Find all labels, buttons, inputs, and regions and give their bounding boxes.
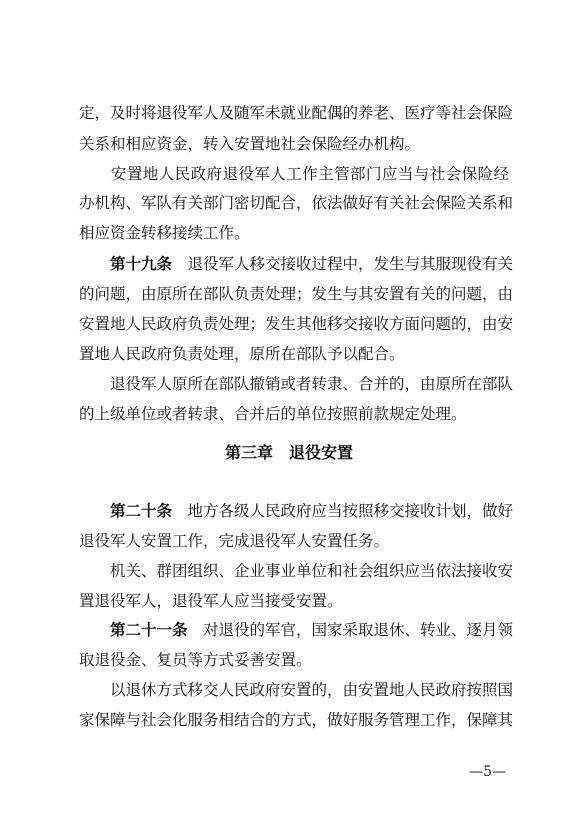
line-text: 取退役金、复员等方式妥善安置。 — [79, 651, 312, 669]
line-text: 对退役的军官，国家采取退休、转业、逐月领 — [187, 621, 514, 639]
line-text: 的上级单位或者转隶、合并后的单位按照前款规定处理。 — [79, 405, 467, 423]
line-text: 置地人民政府负责处理，原所在部队予以配合。 — [79, 345, 405, 363]
text-line — [79, 531, 509, 551]
line-text: 退役军人移交接收过程中，发生与其服现役有关 — [172, 255, 514, 273]
line-text: 安置地人民政府退役军人工作主管部门应当与社会保险经 — [79, 165, 509, 183]
text-line — [79, 314, 514, 334]
article-number: 第二十条 — [79, 502, 173, 520]
text-line — [79, 134, 509, 154]
text-line — [79, 103, 514, 123]
line-text: 机关、群团组织、企业事业单位和社会组织应当依法接收安 — [79, 562, 514, 580]
text-line — [79, 650, 509, 670]
line-text: 退役军人原所在部队撤销或者转隶、合并的，由原所在部队 — [79, 375, 514, 393]
text-line — [79, 374, 514, 394]
chapter-heading: 第三章 退役安置 — [224, 443, 353, 462]
text-line — [79, 344, 509, 364]
line-text: 相应资金转移接续工作。 — [79, 224, 250, 242]
text-line — [79, 591, 509, 611]
line-text: 退役军人安置工作，完成退役军人安置任务。 — [79, 532, 390, 550]
text-line — [79, 620, 514, 640]
article-number: 第十九条 — [79, 255, 173, 273]
text-line — [79, 680, 514, 700]
text-line — [79, 164, 509, 184]
line-text: 家保障与社会化服务相结合的方式，做好服务管理工作，保障其 — [79, 711, 514, 729]
text-line — [79, 404, 509, 424]
text-line — [79, 223, 509, 243]
text-line — [79, 193, 514, 213]
line-text: 地方各级人民政府应当按照移交接收计划，做好 — [172, 502, 514, 520]
text-line — [79, 710, 514, 730]
page-number: —5— — [469, 764, 506, 780]
line-text: 办机构、军队有关部门密切配合，依法做好有关社会保险关系和 — [79, 194, 514, 212]
article-number: 第二十一条 — [79, 621, 188, 639]
text-line — [79, 254, 514, 274]
line-text: 定，及时将退役军人及随军未就业配偶的养老、医疗等社会保险 — [79, 104, 514, 122]
text-line — [79, 501, 514, 521]
text-line — [79, 284, 514, 304]
line-text: 安置地人民政府负责处理；发生其他移交接收方面问题的，由安 — [79, 315, 514, 333]
line-text: 以退休方式移交人民政府安置的，由安置地人民政府按照国 — [79, 681, 514, 699]
line-text: 关系和相应资金，转入安置地社会保险经办机构。 — [79, 135, 421, 153]
line-text: 的问题，由原所在部队负责处理；发生与其安置有关的问题，由 — [79, 285, 514, 303]
line-text: 置退役军人，退役军人应当接受安置。 — [79, 592, 343, 610]
text-line — [79, 561, 514, 581]
